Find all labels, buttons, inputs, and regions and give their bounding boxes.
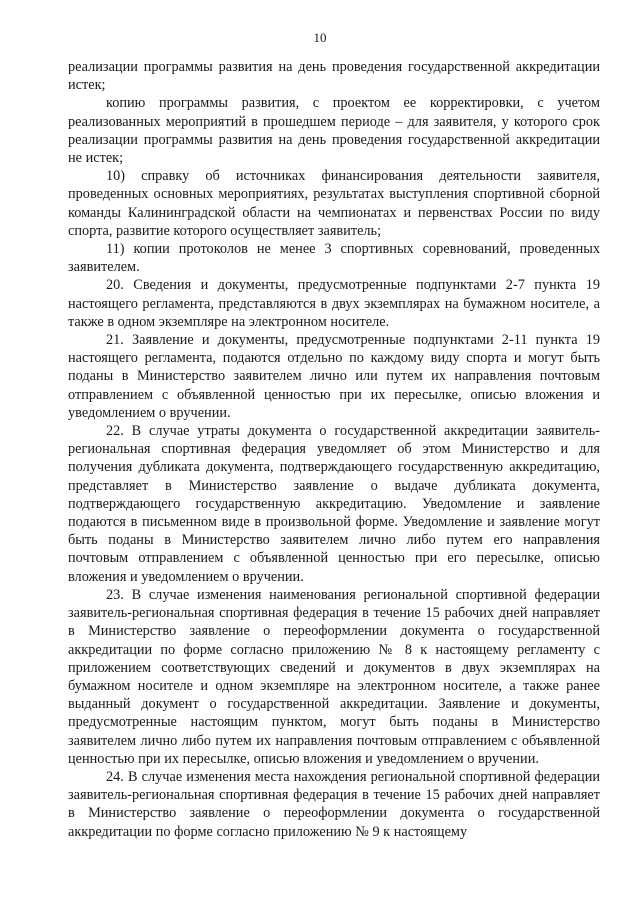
paragraph-clause-20: 20. Сведения и документы, предусмотренные подпунктами 2-7 пункта 19 настоящего регламента, представляются в двух экземплярах на бумажном носителе, а также в одном экземпляре на электронном носителе. — [68, 277, 600, 330]
paragraph-clause-21: 21. Заявление и документы, предусмотренные подпунктами 2-11 пункта 19 настоящего регламента, подаются отдельно по каждому виду спорта и могут быть поданы в Министерство заявителем лично или путем их направления почтовым отправлением с объявленной ценностью при их пересылке, описью вложения и уведомлением о вручении. — [68, 332, 600, 421]
paragraph-clause-24: 24. В случае изменения места нахождения региональной спортивной федерации заявитель-региональная спортивная федерация в течение 15 рабочих дней направляет в Министерство заявление о переоформлении документа о государственной аккредитации по форме согласно приложению № 9 к настоящему — [68, 768, 600, 840]
paragraph-development-program-copy: копию программы развития, с проектом ее корректировки, с учетом реализованных мероприятий в прошедшем периоде – для заявителя, у которого срок реализации программы развития на день проведения государственной аккредитации не истек; — [68, 95, 600, 167]
paragraph-clause-23: 23. В случае изменения наименования региональной спортивной федерации заявитель-региональная спортивная федерация в течение 15 рабочих дней направляет в Министерство заявление о переоформлении документа о государственной аккредитации по форме согласно приложению № 8 к настоящему регламенту с приложением соответствующих сведений и документов в двух экземплярах на бумажном носителе и одном экземпляре на электронном носителе, а также ранее выданный документ о государственной аккредитации. Заявление и документы, предусмотренные настоящим пунктом, могут быть поданы в Министерство заявителем лично либо путем их направления почтовым отправлением с объявленной ценностью при их пересылке, описью вложения и уведомлением о вручении. — [68, 586, 600, 767]
paragraph-item-11: 11) копии протоколов не менее 3 спортивных соревнований, проведенных заявителем. — [68, 241, 600, 276]
document-body — [68, 58, 600, 841]
page-number: 10 — [313, 30, 327, 45]
paragraph-clause-22: 22. В случае утраты документа о государственной аккредитации заявитель-региональная спортивная федерация уведомляет об этом Министерство и для получения дубликата документа, подтверждающего государственную аккредитацию, представляет в Министерство заявление о выдаче дубликата документа, подтверждающего государственную аккредитацию. Уведомление и заявление подаются в письменном виде в произвольной форме. Уведомление и заявление могут быть поданы в Министерство заявителем лично либо путем его направления почтовым отправлением с объявленной ценностью при его пересылке, описью вложения и уведомлением о вручении. — [68, 423, 600, 585]
paragraph-item-10: 10) справку об источниках финансирования деятельности заявителя, проведенных основных мероприятиях, результатах выступления спортивной сборной команды Калининградской области на чемпионатах и первенствах России по виду спорта, развитие которого осуществляет заявитель; — [68, 168, 600, 239]
paragraph-continuation: реализации программы развития на день проведения государственной аккредитации истек; — [68, 59, 600, 94]
